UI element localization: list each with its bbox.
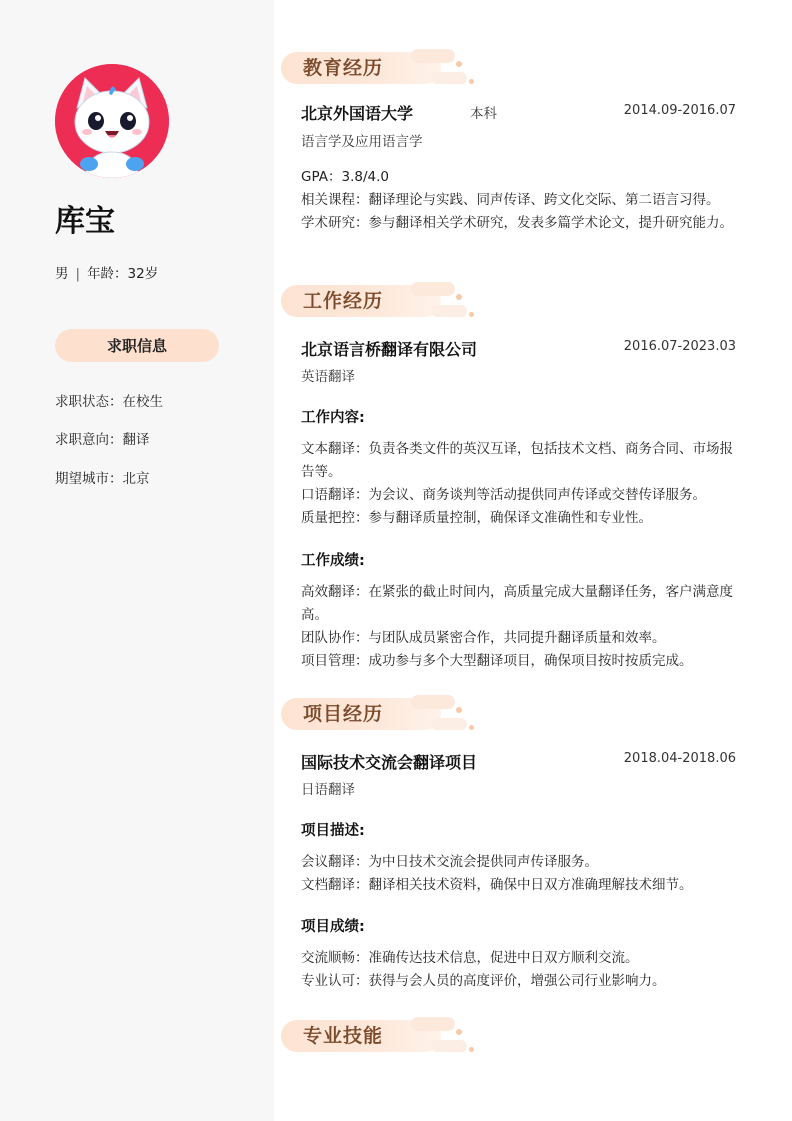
basic-info xyxy=(55,262,158,282)
list-item: 质量把控：参与翻译质量控制，确保译文准确性和专业性。 xyxy=(301,510,652,526)
project-name: 国际技术交流会翻译项目 xyxy=(301,753,478,772)
work-achieve-list xyxy=(301,581,737,673)
work-achieve-heading: 工作成绩: xyxy=(301,553,365,569)
project-desc-heading: 项目描述: xyxy=(301,823,365,839)
project-achieve-list xyxy=(301,947,737,993)
list-item: 交流顺畅：准确传达技术信息，促进中日双方顺利交流。 xyxy=(301,950,639,966)
education-date: 2014.09-2016.07 xyxy=(623,103,736,118)
gpa-line: GPA：3.8/4.0 xyxy=(301,169,389,185)
list-item: 文档翻译：翻译相关技术资料，确保中日双方准确理解技术细节。 xyxy=(301,877,693,893)
work-role: 英语翻译 xyxy=(301,369,355,385)
company-name: 北京语言桥翻译有限公司 xyxy=(301,340,478,359)
project-desc-list xyxy=(301,851,737,897)
list-item: 口语翻译：为会议、商务谈判等活动提供同声传译或交替传译服务。 xyxy=(301,487,706,503)
project-role: 日语翻译 xyxy=(301,782,355,798)
work-date: 2016.07-2023.03 xyxy=(623,339,736,354)
info-separator: | xyxy=(75,266,81,282)
work-content-heading: 工作内容: xyxy=(301,410,365,426)
job-status: 求职状态：在校生 xyxy=(55,394,163,410)
gender-text: 男 xyxy=(55,266,69,282)
profile-name: 库宝 xyxy=(55,204,115,239)
list-item: 专业认可：获得与会人员的高度评价，增强公司行业影响力。 xyxy=(301,973,666,989)
major: 语言学及应用语言学 xyxy=(301,134,423,150)
project-section-header xyxy=(281,698,481,730)
job-city: 期望城市：北京 xyxy=(55,471,150,487)
list-item: 文本翻译：负责各类文件的英汉互译，包括技术文档、商务合同、市场报告等。 xyxy=(301,441,733,480)
sidebar xyxy=(0,0,274,1121)
skills-section-header xyxy=(281,1020,481,1052)
project-title: 项目经历 xyxy=(303,703,384,725)
project-achieve-heading: 项目成绩: xyxy=(301,919,365,935)
job-info-heading: 求职信息 xyxy=(55,329,219,362)
list-item: 项目管理：成功参与多个大型翻译项目，确保项目按时按质完成。 xyxy=(301,653,693,669)
list-item: 团队协作：与团队成员紧密合作，共同提升翻译质量和效率。 xyxy=(301,630,666,646)
education-details xyxy=(301,166,737,235)
list-item: 高效翻译：在紧张的截止时间内，高质量完成大量翻译任务，客户满意度高。 xyxy=(301,584,733,623)
work-title: 工作经历 xyxy=(303,290,384,312)
job-intent: 求职意向：翻译 xyxy=(55,432,150,448)
degree: 本科 xyxy=(470,106,497,122)
work-section-header xyxy=(281,285,481,317)
courses-line: 相关课程：翻译理论与实践、同声传译、跨文化交际、第二语言习得。 xyxy=(301,192,720,208)
project-date: 2018.04-2018.06 xyxy=(623,751,736,766)
research-line: 学术研究：参与翻译相关学术研究，发表多篇学术论文，提升研究能力。 xyxy=(301,215,733,231)
work-content-list xyxy=(301,438,737,530)
education-section-header xyxy=(281,52,481,84)
age-text: 年龄：32岁 xyxy=(87,266,159,282)
skills-title: 专业技能 xyxy=(303,1025,384,1047)
school-name: 北京外国语大学 xyxy=(301,104,414,123)
cartoon-cat-avatar-icon xyxy=(55,64,169,178)
education-title: 教育经历 xyxy=(303,57,384,79)
avatar xyxy=(55,64,169,178)
list-item: 会议翻译：为中日技术交流会提供同声传译服务。 xyxy=(301,854,598,870)
